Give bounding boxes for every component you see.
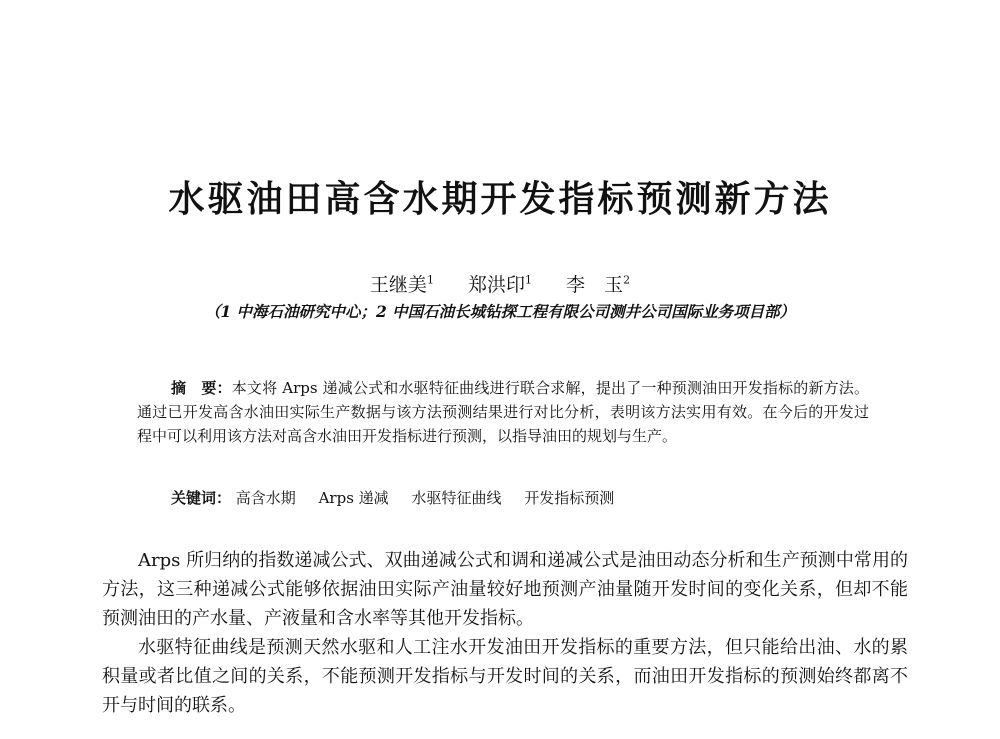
affiliations: （1 中海石油研究中心；2 中国石油长城钻探工程有限公司测井公司国际业务项目部） [204,302,796,321]
keyword: 水驱特征曲线 [411,489,502,507]
author [370,274,434,296]
author-name: 王继美 [369,274,427,297]
abstract-label: 摘 要： [171,379,232,397]
author-affiliation-mark: 1 [426,274,434,287]
keywords-label: 关键词： [171,489,232,507]
keyword: 开发指标预测 [524,489,615,507]
author-name: 郑洪印 [467,274,525,297]
author-affiliation-mark: 1 [525,274,532,287]
keyword: 高含水期 [235,489,296,507]
body-text [102,546,908,720]
author [468,274,532,296]
body-paragraph: 水驱特征曲线是预测天然水驱和人工注水开发油田开发指标的重要方法，但只能给出油、水的累积量或者比值之间的关系，不能预测开发指标与开发时间的关系，而油田开发指标的预测始终都离不开与时间的联系。 [102,637,908,716]
abstract [137,376,869,448]
author-affiliation-mark: 2 [623,274,631,287]
author [566,274,630,296]
body-paragraph: Arps 所归纳的指数递减公式、双曲递减公式和调和递减公式是油田动态分析和生产预测中常用的方法，这三种递减公式能够依据油田实际产油量较好地预测产油量随开发时间的变化关系，但却不能预测油田的产水量、产液量和含水率等其他开发指标。 [102,550,908,629]
author-name: 李 玉 [566,274,624,297]
paper-title: 水驱油田高含水期开发指标预测新方法 [168,179,832,220]
keywords [171,486,871,510]
author-list [0,268,1000,298]
keyword: Arps 递减 [318,489,389,507]
abstract-text: 本文将 Arps 递减公式和水驱特征曲线进行联合求解，提出了一种预测油田开发指标的新方法。通过已开发高含水油田实际生产数据与该方法预测结果进行对比分析，表明该方法实用有效。在今后的开发过程中可以利用该方法对高含水油田开发指标进行预测，以指导油田的规划与生产。 [137,379,869,445]
